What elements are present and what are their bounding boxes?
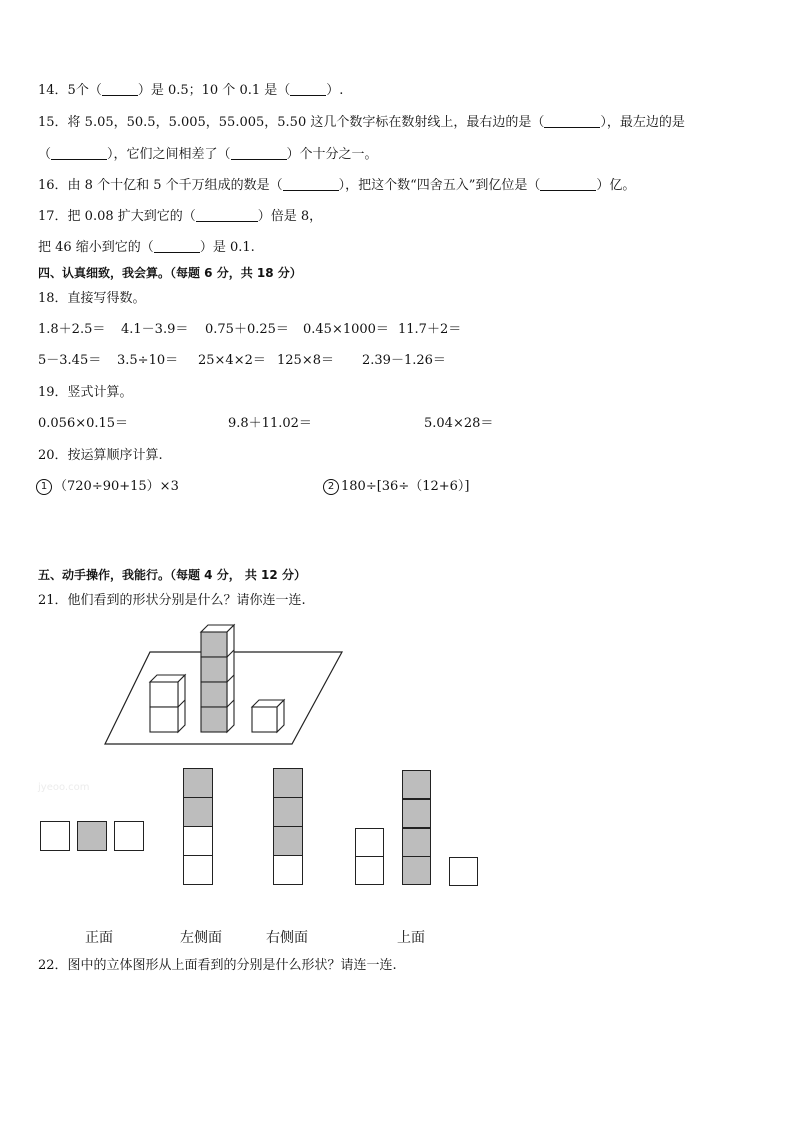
mental-calc-item: 11.7＋2＝ — [398, 322, 462, 337]
answer-blank[interactable] — [196, 209, 258, 222]
q17-text: 17．把 0.08 扩大到它的（ — [38, 209, 196, 224]
q17-text: ）是 0.1. — [199, 240, 255, 255]
mental-calc-item: 2.39－1.26＝ — [362, 353, 446, 368]
mental-calc-item: 5－3.45＝ — [38, 353, 102, 368]
question-15 — [38, 114, 685, 132]
answer-blank[interactable] — [290, 83, 326, 96]
answer-blank[interactable] — [154, 240, 200, 253]
answer-blank[interactable] — [540, 178, 596, 191]
cube-single-right — [252, 700, 284, 732]
view-square-gray — [273, 768, 303, 798]
answer-blank[interactable] — [102, 83, 138, 96]
view-square-gray — [273, 826, 303, 856]
view-square-gray — [77, 821, 107, 851]
view-square — [183, 855, 213, 885]
watermark: jyeoo.com — [38, 782, 90, 793]
answer-blank[interactable] — [544, 115, 600, 128]
vertical-calc-item: 0.056×0.15＝ — [38, 416, 129, 431]
mental-calc-item: 1.8＋2.5＝ — [38, 322, 106, 337]
section-4-heading: 四、认真细致，我会算。（每题 6 分，共 18 分） — [38, 266, 302, 280]
view-square-gray — [402, 799, 431, 828]
q14-text: ）. — [326, 83, 344, 98]
order-calc-item-2 — [323, 478, 470, 496]
view-square — [40, 821, 70, 851]
q16-text: 16．由 8 个十亿和 5 个千万组成的数是（ — [38, 178, 283, 193]
view-label-top[interactable]: 上面 — [397, 930, 425, 946]
question-19-title: 19．竖式计算。 — [38, 385, 133, 400]
cube-stack-middle — [201, 625, 234, 732]
q15-text: ），它们之间相差了（ — [107, 147, 231, 162]
answer-blank[interactable] — [51, 147, 107, 160]
expression: 180÷[36÷（12+6）] — [341, 479, 470, 494]
q15-text: ）个十分之一。 — [286, 147, 378, 162]
mental-calc-item: 4.1－3.9＝ — [121, 322, 189, 337]
question-22-title: 22．图中的立体图形从上面看到的分别是什么形状？请连一连. — [38, 958, 397, 973]
q16-text: ）亿。 — [596, 178, 636, 193]
answer-blank[interactable] — [231, 147, 287, 160]
expression: （720÷90+15）×3 — [54, 479, 179, 494]
mental-calc-item: 125×8＝ — [277, 353, 334, 368]
mental-calc-item: 25×4×2＝ — [198, 353, 266, 368]
vertical-calc-item: 9.8＋11.02＝ — [228, 416, 312, 431]
view-square — [273, 855, 303, 885]
q14-text: ）是 0.5；10 个 0.1 是（ — [137, 83, 291, 98]
q14-text: 14．5个（ — [38, 83, 102, 98]
section-5-heading: 五、动手操作，我能行。（每题 4 分， 共 12 分） — [38, 568, 306, 582]
number-circle: 2 — [323, 479, 339, 495]
question-17 — [38, 208, 322, 226]
view-square — [355, 856, 384, 885]
view-square — [183, 826, 213, 856]
order-calc-item-1 — [36, 478, 179, 496]
vertical-calc-item: 5.04×28＝ — [424, 416, 494, 431]
q17-text: ）倍是 8， — [257, 209, 323, 224]
view-square — [355, 828, 384, 857]
view-square-gray — [273, 797, 303, 827]
question-17-cont — [38, 239, 255, 257]
cube-arrangement-figure — [100, 620, 350, 750]
question-15-cont — [38, 146, 378, 164]
view-square-gray — [402, 856, 431, 885]
view-label-right[interactable]: 右侧面 — [266, 930, 308, 946]
q15-text: 15．将 5.05，50.5，5.005，55.005，5.50 这几个数字标在数射线上，最右边的是（ — [38, 115, 545, 130]
mental-calc-item: 0.45×1000＝ — [303, 322, 389, 337]
cube-stack-left — [150, 675, 185, 732]
question-16 — [38, 177, 635, 195]
view-square-gray — [402, 828, 431, 857]
view-label-front[interactable]: 正面 — [85, 930, 113, 946]
view-square-gray — [183, 797, 213, 827]
question-20-title: 20．按运算顺序计算. — [38, 448, 163, 463]
view-square-gray — [183, 768, 213, 798]
view-square — [114, 821, 144, 851]
view-square — [449, 857, 478, 886]
question-14 — [38, 82, 343, 100]
number-circle: 1 — [36, 479, 52, 495]
question-21-title: 21．他们看到的形状分别是什么？请你连一连. — [38, 593, 306, 608]
view-square-gray — [402, 770, 431, 799]
q17-text: 把 46 缩小到它的（ — [38, 240, 154, 255]
q15-text: ），最左边的是 — [600, 115, 685, 130]
q16-text: ），把这个数“四舍五入”到亿位是（ — [338, 178, 541, 193]
answer-blank[interactable] — [283, 178, 339, 191]
view-label-left[interactable]: 左侧面 — [180, 930, 222, 946]
question-18-title: 18．直接写得数。 — [38, 291, 146, 306]
mental-calc-item: 3.5÷10＝ — [117, 353, 179, 368]
mental-calc-item: 0.75＋0.25＝ — [205, 322, 289, 337]
q15-text: （ — [38, 147, 52, 162]
